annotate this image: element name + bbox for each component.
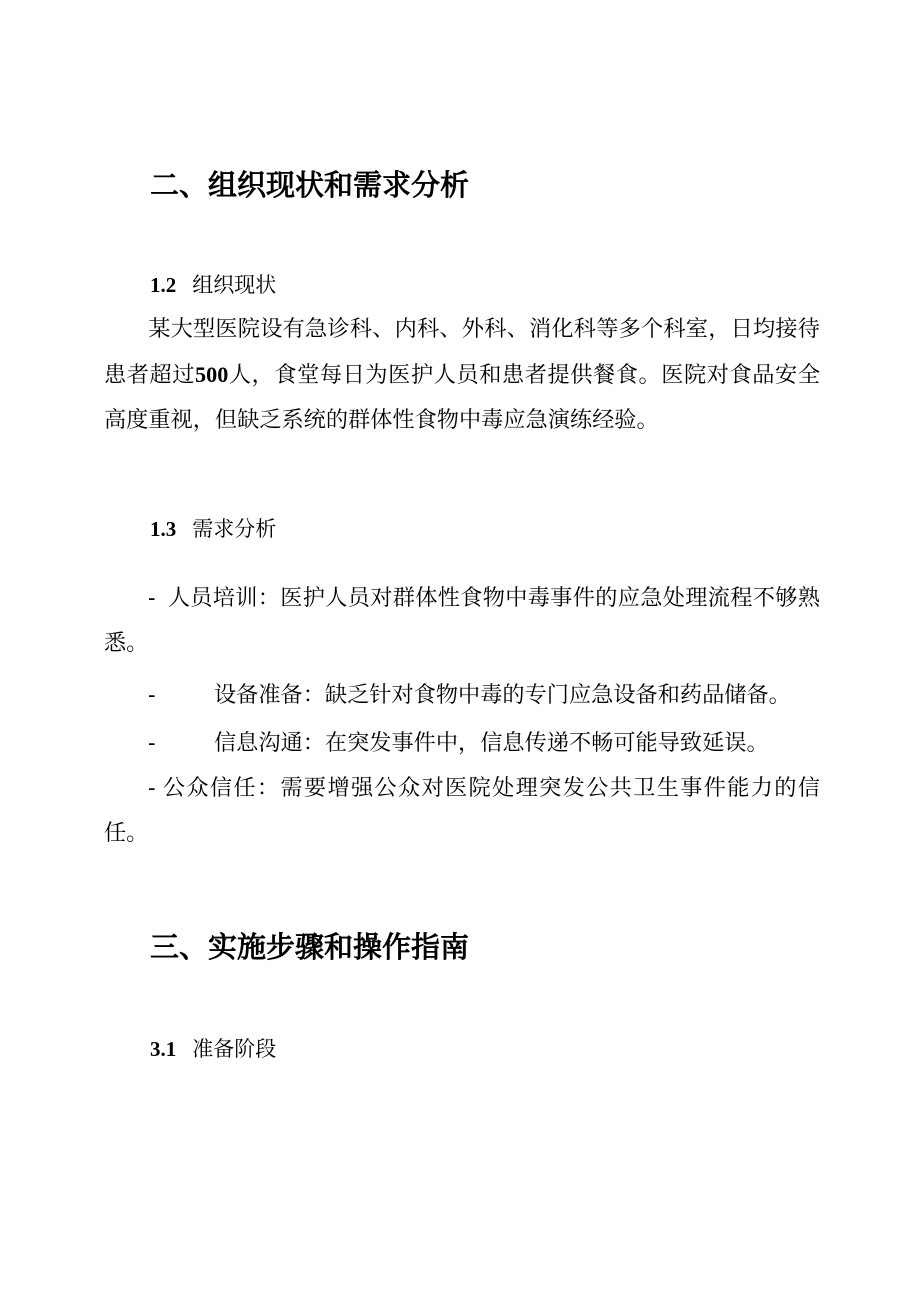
needs-item-public-trust — [104, 766, 820, 856]
item-text: 公众信任：需要增强公众对医院处理突发公共卫生事件能力的信任。 — [104, 775, 820, 846]
needs-item-communication — [104, 732, 820, 754]
subsection-heading-1-2 — [150, 275, 276, 296]
subsection-number: 3.1 — [150, 1037, 177, 1061]
subsection-title: 需求分析 — [192, 517, 277, 541]
subsection-title: 组织现状 — [192, 273, 277, 297]
subsection-title: 准备阶段 — [192, 1037, 277, 1061]
paragraph-text-part2: 人，食堂每日为医护人员和患者提供餐食。医院对食品安全高度重视，但缺乏系统的群体性食物中毒应急演练经验。 — [104, 362, 821, 433]
item-dash: - — [148, 730, 156, 756]
needs-item-training — [104, 576, 820, 666]
section-heading-2: 二、组织现状和需求分析 — [150, 168, 470, 202]
patient-count: 500 — [195, 362, 229, 387]
needs-item-equipment — [104, 684, 820, 706]
item-text: 人员培训：医护人员对群体性食物中毒事件的应急处理流程不够熟悉。 — [104, 585, 820, 656]
item-text: 设备准备：缺乏针对食物中毒的专门应急设备和药品储备。 — [214, 682, 791, 708]
subsection-number: 1.2 — [150, 273, 177, 297]
section-heading-3: 三、实施步骤和操作指南 — [150, 930, 470, 964]
status-paragraph — [104, 307, 820, 443]
item-text: 信息沟通：在突发事件中，信息传递不畅可能导致延误。 — [214, 730, 769, 756]
item-dash: - — [148, 585, 156, 611]
item-dash: - — [148, 682, 156, 708]
item-dash: - — [148, 775, 156, 801]
subsection-number: 1.3 — [150, 517, 177, 541]
paragraph-text-part1: 某大型医院设有急诊科、内科、外科、消化科等多个科室，日均接待患者超过 — [104, 316, 820, 388]
subsection-heading-1-3 — [150, 519, 276, 540]
subsection-heading-3-1 — [150, 1039, 276, 1060]
